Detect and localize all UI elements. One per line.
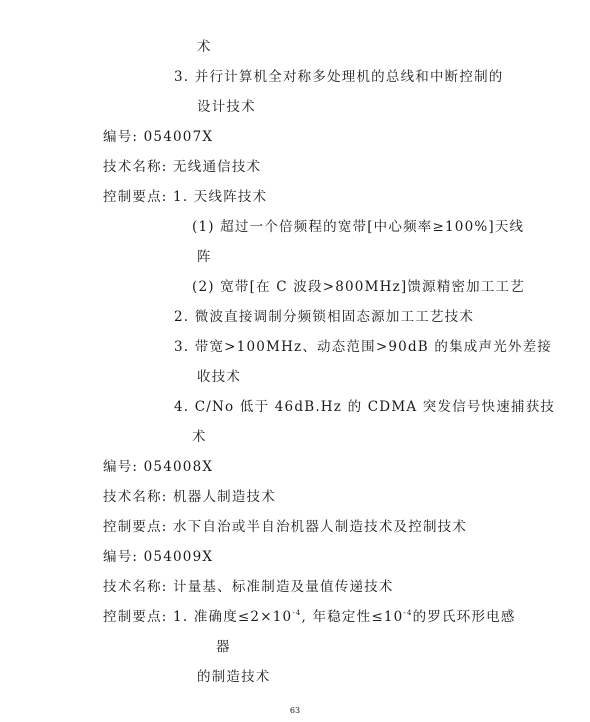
page-number: 63 [289,706,301,715]
text-line-9: (2) 宽带[在 C 波段>800MHz]馈源精密加工工艺 [192,279,525,295]
text-line-13: 4. C/No 低于 46dB.Hz 的 CDMA 突发信号快速捕获技 [174,399,556,415]
text-line-17: 控制要点: 水下自治或半自治机器人制造技术及控制技术 [103,519,468,535]
text-line-20-part-b: , 年稳定性≤10 [301,609,404,625]
text-line-20-part-a: 控制要点: 1. 准确度≤2×10 [103,609,293,625]
text-line-4: 编号: 054007X [103,129,214,145]
exponent-1: -4 [292,609,302,617]
text-line-7: (1) 超过一个倍频程的宽带[中心频率≥100%]天线 [192,219,525,235]
text-line-14: 术 [192,429,207,445]
text-line-21: 器 [216,639,231,655]
text-line-15: 编号: 054008X [103,459,214,475]
text-line-11: 3. 带宽>100MHz、动态范围>90dB 的集成声光外差接 [174,339,553,355]
text-line-18: 编号: 054009X [103,549,214,565]
text-line-6: 控制要点: 1. 天线阵技术 [103,189,268,205]
text-line-16: 技术名称: 机器人制造技术 [103,489,276,505]
text-line-8: 阵 [197,249,212,265]
text-line-5: 技术名称: 无线通信技术 [103,159,262,175]
text-line-22: 的制造技术 [197,669,271,685]
text-line-19: 技术名称: 计量基、标准制造及量值传递技术 [103,579,394,595]
text-line-1: 术 [197,39,212,55]
text-line-2: 3. 并行计算机全对称多处理机的总线和中断控制的 [174,69,504,85]
text-line-10: 2. 微波直接调制分频锁相固态源加工工艺技术 [174,309,475,325]
exponent-2: -4 [403,609,413,617]
text-line-20 [103,608,516,626]
text-line-3: 设计技术 [197,99,256,115]
text-line-20-part-c: 的罗氏环形电感 [412,609,516,625]
text-line-12: 收技术 [197,369,242,385]
